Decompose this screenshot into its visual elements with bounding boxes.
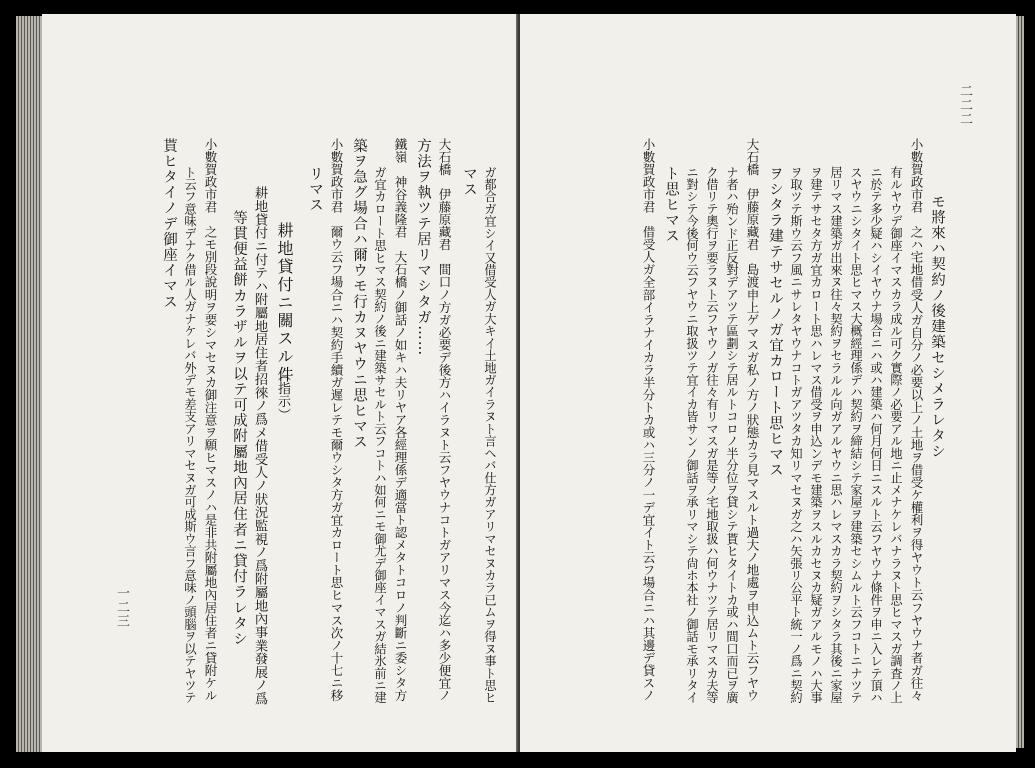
page-number: 二二二 — [957, 84, 972, 126]
text-line: ト云フ意味デナク借ル人ガナケレバ外デモ差支アリマセヌガ可成斯ウ言フ意味ノ頭腦ヲ以テヤツテ — [183, 166, 197, 704]
text-line: 小數賀政市君 借受人ガ全部イラナイカラ半分トカ或ハ三分ノ一デ宜イト云フ場合ニハ其邊デ貸スノ — [641, 138, 656, 702]
text-line: 小數賀政市君 之ハ宅地借受人ガ自分ノ必要以上ノ土地ヲ借受ケ權利ヲ得ヤウト云フヤウナ者ガ往々 — [909, 138, 924, 702]
text-line: 方法ヲ執ツテ居リマシタガ…… — [415, 138, 431, 357]
text-line: 築ヲ急グ場合ハ爾ウモ行カヌヤウニ思ヒマス — [351, 138, 367, 450]
page-number: 一二三 — [114, 586, 129, 628]
text-line: ニ於テ多少疑ハシイヤウナ場合ニハ或ハ建築ハ何月何日ニスルト云フヤウナ條件ヲ申ニ入レテ頂ハ — [869, 166, 883, 704]
text-line: モ將來ハ契約ノ後建築セシメラレタシ — [929, 194, 945, 460]
left-page — [42, 14, 518, 752]
text-line: スヤウニシタイト思ヒマス大概經理係デハ契約ヲ締結シテ家屋ヲ建築セシムルト云フコトニナツテ — [849, 166, 863, 704]
text-line: 大石橋 伊藤原藏君 間口ノ方ガ必要デ後方ハイラヌト云フヤウナコトガアリマス今迄ハ多少便宜ノ — [437, 138, 452, 702]
text-line: ガ宜カロート思ヒマス契約ノ後ニ建築サセルト云フコトハ如何ニモ御尤デ御座イマスガ結氷前ニ建 — [373, 166, 387, 704]
section-note: （指示） — [275, 368, 290, 422]
text-line: ナ者ハ殆ンド正反對デアツテ區劃シテ居ルトコロノ半分位ヲ貸シテ貰ヒタイトカ或ハ間口而已ヲ廣 — [725, 166, 739, 704]
text-line: ト思ヒマス — [663, 166, 679, 244]
text-line: ク借リテ奧行ヲ要ラヌト云フヤウノガ往々有リマスガ是等ノ宅地取扱ハ何ウナツテ居リマスカ夫等 — [705, 166, 719, 704]
text-line: マス — [461, 166, 477, 198]
text-line: ニ對シテ今後何ウ云フヤウニ取扱ツテ宜イカ皆サンノ御話ヲ承リマシテ尙ホ本社ノ御話モ承リタイ — [685, 166, 699, 704]
text-line: ヲ取ツテ斯ウ云フ風ニサレタヤウナコトガアツタカ知リマセヌガ之ハ矢張リ公平ト統一ノ爲ニ契約 — [789, 166, 803, 704]
text-line: 大石橋 伊藤原藏君 島渡申上ゲマスガ私ノ方ノ狀態カラ見マスルト過大ノ地處ヲ申込ムト云フヤウ — [745, 138, 760, 702]
text-line: 居リマス建築ガ出來ヌ往々契約ヲセラルル向ガアルヤウニ思ハレマスカラ契約ヲシタラ其後ニ家屋 — [829, 166, 843, 704]
page-edges-left — [16, 16, 42, 752]
page-edges-right — [1016, 16, 1024, 748]
text-line: 鐵嶺 神谷義隆君 大石橋ノ御話ノ如キハ夫リヤア各經理係デ適當ト認メタトコロノ判斷ニ委シタ方 — [393, 138, 408, 702]
section-title: 耕地貸付ニ關スル件 — [275, 222, 294, 384]
text-line: ガ都合ガ宜シイ又借受人ガ大キイ土地ガイラヌト言ヘバ仕方ガアリマセヌカラ已ムヲ得ヌ事ト思ヒ — [483, 166, 497, 704]
text-line: ヲ建テサセタ方ガ宜カロート思ハレマス借受ヲ申込ンデモ建築ヲスルカセヌカ疑ガアルモノハ大事 — [809, 166, 823, 704]
right-page — [520, 14, 1016, 752]
text-line: 耕地貸付ニ付テハ附屬地居住者招徠ノ爲メ借受人ノ狀況監視ノ爲附屬地內事業發展ノ爲 — [252, 186, 267, 706]
text-line: 小數賀政市君 之モ別段說明ヲ要シマセヌカ御注意ヲ願ヒマスノハ是非共附屬地內居住者ニ貸附ケル — [203, 138, 218, 702]
text-line: ヲシタラ建テサセルノガ宜カロート思ヒマス — [767, 166, 783, 478]
text-line: 有ルヤウデ御座イマスカラ成ル可ク實際ノ必要アル地ニ止メナケレバナラヌト思ヒマスガ調査ノ上 — [889, 166, 903, 704]
text-line: 小數賀政市君 爾ウ云フ場合ニハ契約手續ガ遲レテモ爾ウシタ方ガ宜カロート思ヒマス次ノ十七ニ移 — [329, 138, 344, 702]
text-line: 等貫便益餅カラザルヲ以テ可成附屬地內居住者ニ貸付ラレタシ — [231, 210, 247, 647]
text-line: 貰ヒタイノデ御座イマス — [161, 138, 177, 310]
text-line: リマス — [307, 166, 323, 213]
